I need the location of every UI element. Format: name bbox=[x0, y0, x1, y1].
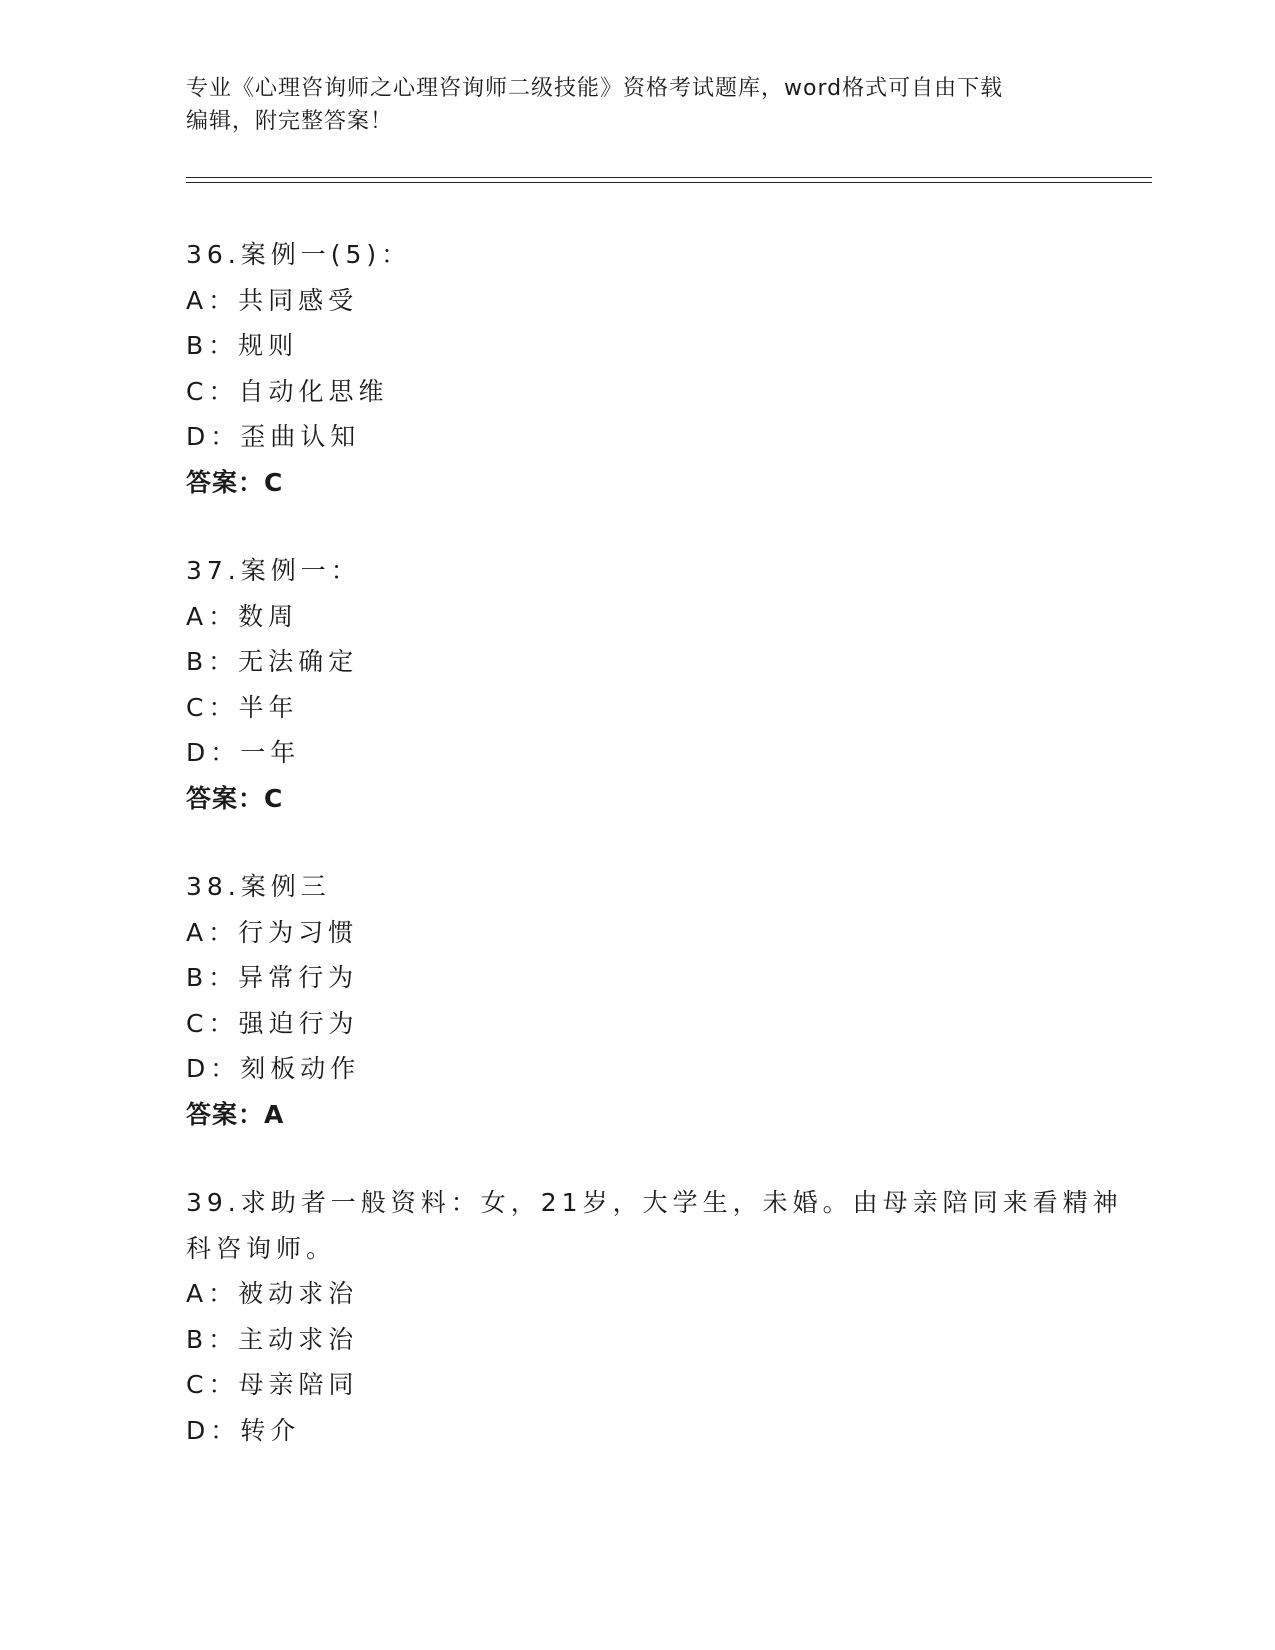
question-stem-line-2: 科咨询师。 bbox=[186, 1233, 337, 1263]
option-b: B：无法确定 bbox=[186, 647, 359, 676]
option-a: A：行为习惯 bbox=[186, 917, 359, 947]
option-d: D：刻板动作 bbox=[186, 1054, 361, 1083]
header-divider-bottom bbox=[186, 182, 1152, 183]
option-a: A：被动求治 bbox=[186, 1279, 359, 1308]
header-line-1: 专业《心理咨询师之心理咨询师二级技能》资格考试题库，word格式可自由下载 bbox=[186, 76, 1004, 101]
option-c: C：自动化思维 bbox=[186, 376, 389, 406]
option-a: A：数周 bbox=[186, 601, 299, 631]
option-b: B：异常行为 bbox=[186, 963, 359, 992]
option-d: D：转介 bbox=[186, 1415, 301, 1445]
answer-line: 答案：C bbox=[186, 783, 284, 813]
question-39 bbox=[186, 1180, 1123, 1453]
answer-line: 答案：C bbox=[186, 467, 284, 497]
question-38 bbox=[186, 864, 1086, 1137]
option-a: A：共同感受 bbox=[186, 285, 359, 315]
option-c: C：半年 bbox=[186, 692, 299, 722]
option-d: D：一年 bbox=[186, 738, 301, 767]
question-stem: 37.案例一： bbox=[186, 556, 361, 585]
option-c: C：母亲陪同 bbox=[186, 1370, 359, 1399]
option-b: B：主动求治 bbox=[186, 1324, 359, 1354]
question-stem: 38.案例三 bbox=[186, 872, 331, 901]
header-line-2: 编辑，附完整答案！ bbox=[186, 109, 394, 134]
option-c: C：强迫行为 bbox=[186, 1008, 359, 1038]
question-stem-line-1: 39.求助者一般资料：女，21岁，大学生，未婚。由母亲陪同来看精神 bbox=[186, 1188, 1123, 1217]
option-b: B：规则 bbox=[186, 331, 299, 360]
question-36 bbox=[186, 232, 1086, 505]
question-stem: 36.案例一(5)： bbox=[186, 240, 412, 269]
question-list bbox=[186, 232, 1123, 1496]
answer-line: 答案：A bbox=[186, 1099, 285, 1129]
option-d: D：歪曲认知 bbox=[186, 422, 361, 451]
header-divider-top bbox=[186, 177, 1152, 178]
question-37 bbox=[186, 548, 1086, 821]
document-header bbox=[186, 72, 1086, 138]
